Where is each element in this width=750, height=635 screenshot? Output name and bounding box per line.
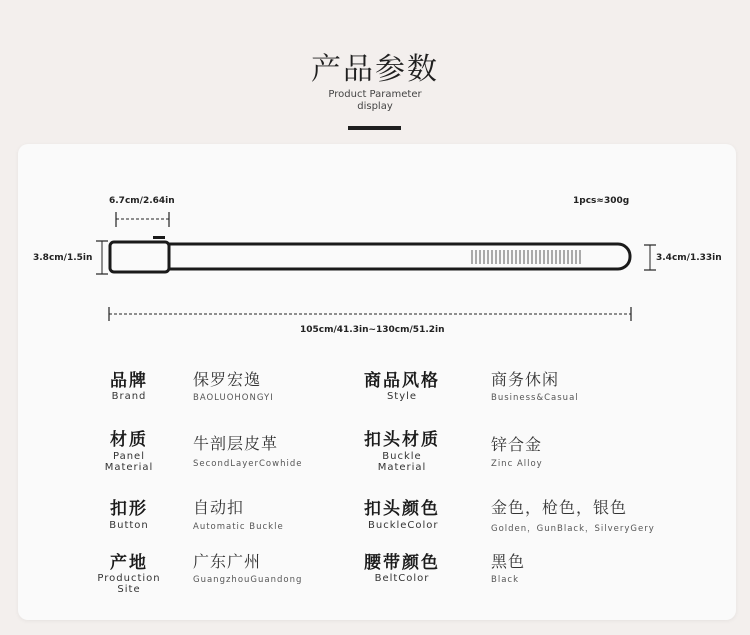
length-label: 105cm/41.3in~130cm/51.2in <box>300 325 445 335</box>
parameter-card <box>18 144 736 620</box>
spec-value-en: Business&Casual <box>491 393 579 403</box>
title-underline <box>348 126 401 130</box>
spec-label-cn: 腰带颜色 <box>364 553 440 573</box>
spec-label-cn: 扣形 <box>110 499 148 519</box>
spec-label-en: Brand <box>111 391 147 402</box>
spec-value-cn: 锌合金 <box>491 435 543 454</box>
ratchet-track <box>472 250 580 264</box>
strap-width-label: 3.4cm/1.33in <box>656 253 722 263</box>
page-subtitle <box>0 89 750 113</box>
spec-value-cn: 自动扣 <box>193 498 245 517</box>
spec-label-en: Production Site <box>97 573 161 595</box>
spec-belt-color <box>364 548 708 608</box>
buckle-width-label: 6.7cm/2.64in <box>109 196 175 206</box>
buckle-clip <box>153 236 165 239</box>
spec-style <box>364 366 708 426</box>
spec-value-en: Automatic Buckle <box>193 522 284 532</box>
spec-value-cn: 牛剖层皮革 <box>193 434 279 453</box>
spec-label-en: BuckleColor <box>368 520 439 531</box>
spec-label-cn: 商品风格 <box>364 371 440 391</box>
spec-label-cn: 扣头颜色 <box>364 499 440 519</box>
spec-value-en: GuangzhouGuandong <box>193 575 303 585</box>
page-header <box>0 0 750 140</box>
spec-label-cn: 产地 <box>110 553 148 573</box>
spec-value-en: Golden，GunBlack，SilveryGery <box>491 524 655 534</box>
belt-diagram <box>18 144 736 344</box>
spec-value-cn: 商务休闲 <box>491 370 560 389</box>
spec-value-cn: 黑色 <box>491 552 526 571</box>
spec-value-cn: 广东广州 <box>193 552 262 571</box>
spec-label-cn: 品牌 <box>110 371 148 391</box>
spec-value-en: Black <box>491 575 519 585</box>
belt-buckle <box>110 242 169 272</box>
spec-label-en: Button <box>109 520 149 531</box>
spec-value-en: SecondLayerCowhide <box>193 459 303 469</box>
spec-label-en: Buckle Material <box>377 451 427 473</box>
spec-value-cn: 保罗宏逸 <box>193 370 262 389</box>
spec-value-cn: 金色，枪色，银色 <box>491 498 628 517</box>
buckle-height-label: 3.8cm/1.5in <box>33 253 93 263</box>
spec-value-en: Zinc Alloy <box>491 459 543 469</box>
spec-label-en: Panel Material <box>104 451 154 473</box>
spec-buckle-color <box>364 494 708 554</box>
spec-label-cn: 扣头材质 <box>364 430 440 450</box>
subtitle-line-2: display <box>357 101 393 112</box>
subtitle-line-1: Product Parameter <box>328 89 422 100</box>
page-title: 产品参数 <box>311 52 439 87</box>
spec-label-cn: 材质 <box>110 430 148 450</box>
spec-value-en: BAOLUOHONGYI <box>193 393 274 403</box>
spec-label-en: BeltColor <box>374 573 430 584</box>
spec-label-en: Style <box>386 391 418 402</box>
weight-label: 1pcs≈300g <box>573 196 630 206</box>
spec-buckle-material <box>364 425 708 485</box>
